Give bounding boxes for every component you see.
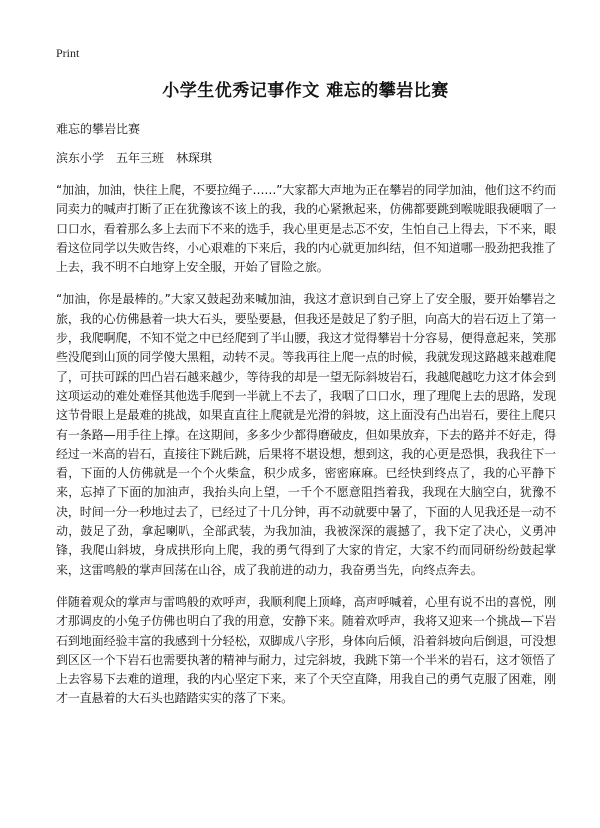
- author-line: 滨东小学 五年三班 林琛琪: [56, 151, 213, 165]
- paragraph-3: 伴随着观众的掌声与雷鸣般的欢呼声，我顺利爬上顶峰，高声呼喊着，心里有说不出的喜悦，刚才那调皮的小兔子仿佛也明白了我的用意，安静下来。随着欢呼声，我将又迎来一个挑战—下岩石到地面经验丰富的我感到十分轻松，双脚成八字形，身体向后倾，沿着斜坡向后倒退，可没想到区区一个下岩石也需要执著的精神与耐力，过完斜坡，我跳下第一个半米的岩石，这才领悟了上去容易下去难的道理，我的内心坚定下来，来了个天空直降，用我自己的勇气克服了困难，刚才一直悬着的大石头也踏踏实实的落了下来。: [56, 594, 556, 706]
- article-body: [56, 181, 556, 722]
- paragraph-2: “加油，你是最棒的。”大家又鼓起劲来喊加油，我这才意识到自己穿上了安全服，要开始攀岩之旅，我的心仿佛悬着一块大石头，要坠要悬，但我还是鼓足了豹子胆，向高大的岩石迈上了第一步，我爬啊爬，不知不觉之中已经爬到了半山腰，我这才觉得攀岩十分容易，便得意起来，笑那些没爬到山顶的同学傻大黑粗，动转不灵。等我再往上爬一点的时候，我就发现这路越来越难爬了，可扶可踩的凹凸岩石越来越少，等待我的却是一望无际斜坡岩石，我越爬越吃力这才体会到这项运动的难处难怪其他选手爬到一半就上不去了，我咽了口口水，理了理爬上去的思路，发现这节骨眼上是最难的挑战，如果直直往上爬就是光滑的斜坡，这上面没有凸出岩石，要往上爬只有一条路—用手往上撑。在这期间，多多少少都得磨破皮，但如果放弃，下去的路并不好走，得经过一米高的岩石，直接往下跳后跳，后果将不堪设想，想到这，我的心更是恐惧，我我往下一看，下面的人仿佛就是一个个火柴盒，积少成多，密密麻麻。已经快到终点了，我的心平静下来，忘掉了下面的加油声，我抬头向上望，一千个不愿意阻挡着我，我现在大脑空白，犹豫不决，时间一分一秒地过去了，已经过了十几分钟，再不动就要中暑了，下面的人见我还是一动不动，鼓足了劲，拿起喇叭，全部武装，为我加油，我被深深的震撼了，我下定了决心，义勇冲锋，我爬山斜坡，身成拱形向上爬，我的勇气得到了大家的肯定，大家不约而同研纷纷鼓起掌来，这雷鸣般的掌声回荡在山谷，成了我前进的动力，我奋勇当先，向终点奔去。: [56, 292, 556, 577]
- article-subtitle: 难忘的攀岩比赛: [56, 122, 141, 136]
- page-title: 小学生优秀记事作文 难忘的攀岩比赛: [162, 81, 449, 101]
- paragraph-1: “加油，加油，快往上爬，不要拉绳子……”大家都大声地为正在攀岩的同学加油，他们这不约而同卖力的喊声打断了正在犹豫该不该上的我，我的心紧揪起来，仿佛都要跳到喉咙眼我硬咽了一口口水，看着那么多上去而下不来的选手，我心里更是忐忑不安，生怕自己上得去，下不来，眼看这位同学以失败告终，小心艰难的下来后，我的内心就更加纠结，但不知道哪一股劲把我推了上去，我不明不白地穿上安全服，开始了冒险之旅。: [56, 183, 556, 275]
- print-label: Print: [56, 46, 80, 60]
